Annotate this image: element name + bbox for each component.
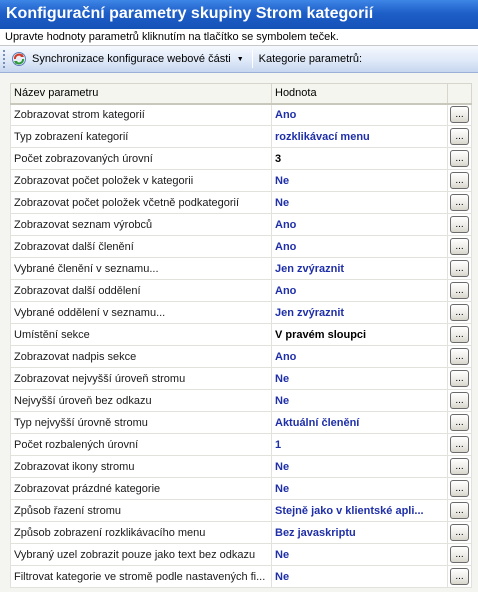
table-row — [11, 214, 472, 236]
table-row — [11, 236, 472, 258]
window-title: Konfigurační parametry skupiny Strom kategorií — [0, 0, 478, 29]
parameter-value: Ne — [272, 170, 448, 192]
edit-cell — [448, 368, 472, 390]
parameter-name: Zobrazovat další oddělení — [11, 280, 272, 302]
table-row — [11, 368, 472, 390]
parameter-value: Ne — [272, 390, 448, 412]
edit-parameter-button[interactable]: ... — [450, 392, 469, 409]
parameter-name: Filtrovat kategorie ve stromě podle nastavených fi... — [11, 566, 272, 588]
edit-parameter-button[interactable]: ... — [450, 128, 469, 145]
table-row — [11, 302, 472, 324]
edit-parameter-button[interactable]: ... — [450, 194, 469, 211]
edit-cell — [448, 104, 472, 126]
edit-parameter-button[interactable]: ... — [450, 458, 469, 475]
dropdown-arrow-icon[interactable]: ▼ — [236, 55, 244, 63]
table-row — [11, 170, 472, 192]
parameter-name: Způsob řazení stromu — [11, 500, 272, 522]
edit-cell — [448, 566, 472, 588]
column-header-value[interactable]: Hodnota — [272, 84, 448, 104]
edit-parameter-button[interactable]: ... — [450, 480, 469, 497]
parameter-value: Ano — [272, 280, 448, 302]
parameter-name: Zobrazovat prázdné kategorie — [11, 478, 272, 500]
table-row — [11, 148, 472, 170]
edit-parameter-button[interactable]: ... — [450, 546, 469, 563]
parameter-name: Vybraný uzel zobrazit pouze jako text bez odkazu — [11, 544, 272, 566]
edit-parameter-button[interactable]: ... — [450, 238, 469, 255]
edit-cell — [448, 148, 472, 170]
edit-cell — [448, 126, 472, 148]
table-row — [11, 192, 472, 214]
edit-cell — [448, 412, 472, 434]
parameter-name: Typ nejvyšší úrovně stromu — [11, 412, 272, 434]
table-row — [11, 478, 472, 500]
parameter-value: Ne — [272, 478, 448, 500]
edit-parameter-button[interactable]: ... — [450, 348, 469, 365]
edit-cell — [448, 258, 472, 280]
parameter-name: Zobrazovat nejvyšší úroveň stromu — [11, 368, 272, 390]
parameter-value: Aktuální členění — [272, 412, 448, 434]
sync-config-label: Synchronizace konfigurace webové části — [32, 53, 231, 65]
edit-cell — [448, 478, 472, 500]
parameter-name: Zobrazovat nadpis sekce — [11, 346, 272, 368]
sync-icon — [11, 51, 27, 67]
parameter-name: Zobrazovat počet položek v kategorii — [11, 170, 272, 192]
parameter-value: Ano — [272, 236, 448, 258]
table-row — [11, 566, 472, 588]
parameter-value: Ano — [272, 214, 448, 236]
toolbar-separator — [252, 50, 253, 68]
table-row — [11, 522, 472, 544]
parameter-name: Nejvyšší úroveň bez odkazu — [11, 390, 272, 412]
column-header-action — [448, 84, 472, 104]
edit-parameter-button[interactable]: ... — [450, 106, 469, 123]
edit-cell — [448, 170, 472, 192]
column-header-name[interactable]: Název parametru — [11, 84, 272, 104]
grid-header-row — [11, 84, 472, 104]
table-row — [11, 544, 472, 566]
edit-cell — [448, 346, 472, 368]
content-area — [0, 73, 478, 592]
edit-cell — [448, 522, 472, 544]
parameter-value: Stejně jako v klientské apli... — [272, 500, 448, 522]
parameter-name: Zobrazovat strom kategorií — [11, 104, 272, 126]
parameters-grid — [10, 83, 472, 588]
table-row — [11, 258, 472, 280]
parameter-value: rozklikávací menu — [272, 126, 448, 148]
parameter-value: Ne — [272, 192, 448, 214]
parameter-value: 1 — [272, 434, 448, 456]
table-row — [11, 456, 472, 478]
instruction-text: Upravte hodnoty parametrů kliknutím na tlačítko se symbolem teček. — [0, 29, 478, 46]
edit-cell — [448, 302, 472, 324]
parameter-name: Umístění sekce — [11, 324, 272, 346]
edit-cell — [448, 500, 472, 522]
edit-parameter-button[interactable]: ... — [450, 568, 469, 585]
edit-cell — [448, 456, 472, 478]
category-label: Kategorie parametrů: — [258, 53, 363, 65]
parameter-name: Vybrané oddělení v seznamu... — [11, 302, 272, 324]
parameter-value: Ne — [272, 566, 448, 588]
edit-parameter-button[interactable]: ... — [450, 304, 469, 321]
parameter-name: Typ zobrazení kategorií — [11, 126, 272, 148]
parameter-name: Způsob zobrazení rozklikávacího menu — [11, 522, 272, 544]
table-row — [11, 390, 472, 412]
table-row — [11, 126, 472, 148]
parameter-value: Ano — [272, 346, 448, 368]
toolbar — [0, 46, 478, 73]
sync-config-button[interactable] — [8, 48, 248, 70]
table-row — [11, 346, 472, 368]
edit-parameter-button[interactable]: ... — [450, 260, 469, 277]
parameter-value: Ne — [272, 544, 448, 566]
parameter-name: Počet zobrazovaných úrovní — [11, 148, 272, 170]
edit-parameter-button[interactable]: ... — [450, 524, 469, 541]
table-row — [11, 324, 472, 346]
edit-parameter-button[interactable]: ... — [450, 216, 469, 233]
edit-cell — [448, 544, 472, 566]
edit-cell — [448, 324, 472, 346]
parameter-value: 3 — [272, 148, 448, 170]
edit-parameter-button[interactable]: ... — [450, 150, 469, 167]
edit-parameter-button[interactable]: ... — [450, 414, 469, 431]
parameter-name: Zobrazovat ikony stromu — [11, 456, 272, 478]
table-row — [11, 500, 472, 522]
edit-parameter-button[interactable]: ... — [450, 282, 469, 299]
edit-cell — [448, 390, 472, 412]
edit-parameter-button[interactable]: ... — [450, 436, 469, 453]
parameter-value: Ano — [272, 104, 448, 126]
edit-parameter-button[interactable]: ... — [450, 370, 469, 387]
edit-parameter-button[interactable]: ... — [450, 502, 469, 519]
table-row — [11, 412, 472, 434]
edit-cell — [448, 236, 472, 258]
parameter-value: Bez javaskriptu — [272, 522, 448, 544]
parameter-name: Zobrazovat počet položek včetně podkategorií — [11, 192, 272, 214]
edit-cell — [448, 434, 472, 456]
parameter-name: Počet rozbalených úrovní — [11, 434, 272, 456]
parameter-value: V pravém sloupci — [272, 324, 448, 346]
parameter-name: Vybrané členění v seznamu... — [11, 258, 272, 280]
edit-cell — [448, 192, 472, 214]
table-row — [11, 104, 472, 126]
parameter-value: Ne — [272, 368, 448, 390]
edit-cell — [448, 280, 472, 302]
parameter-value: Jen zvýraznit — [272, 302, 448, 324]
parameter-name: Zobrazovat další členění — [11, 236, 272, 258]
edit-parameter-button[interactable]: ... — [450, 172, 469, 189]
table-row — [11, 280, 472, 302]
parameter-value: Ne — [272, 456, 448, 478]
parameter-value: Jen zvýraznit — [272, 258, 448, 280]
edit-cell — [448, 214, 472, 236]
parameter-name: Zobrazovat seznam výrobců — [11, 214, 272, 236]
table-row — [11, 434, 472, 456]
edit-parameter-button[interactable]: ... — [450, 326, 469, 343]
